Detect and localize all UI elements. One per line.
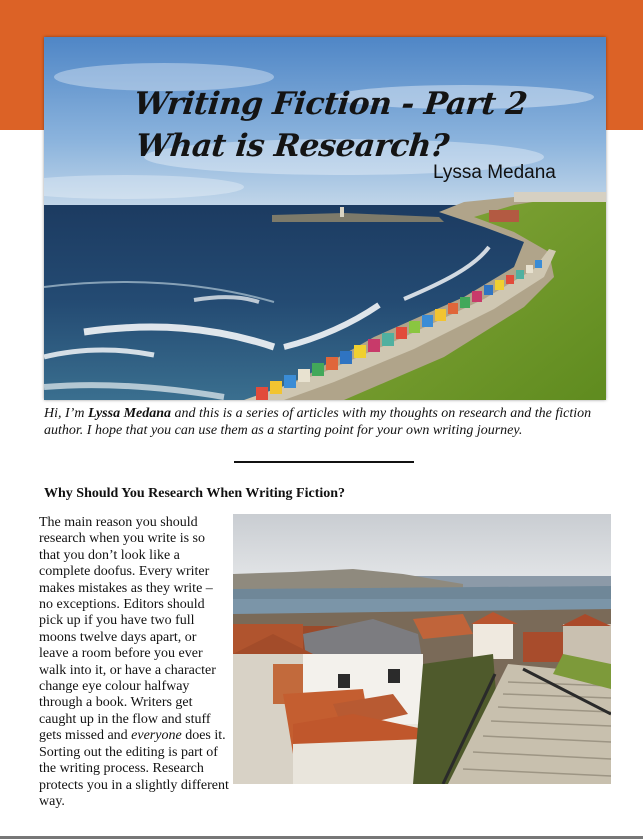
intro-lead: Hi, I’m xyxy=(44,406,88,421)
title-line-1: Writing Fiction - Part 2 xyxy=(132,86,529,122)
author-name: Lyssa Medana xyxy=(433,162,556,183)
body-part-2: does it. Sorting out the editing is part of the writing process. Research protects you in a slightly different way. xyxy=(39,728,229,809)
harbour-town-steps-photo xyxy=(233,514,611,784)
title-line-2: What is Research? xyxy=(133,128,451,164)
section-heading: Why Should You Research When Writing Fiction? xyxy=(44,486,346,501)
body-emphasis: everyone xyxy=(131,728,182,744)
intro-rest: and this is a series of articles with my thoughts on research and the fiction author. I hope that you can use them as a starting point for your own writing journey. xyxy=(44,406,592,438)
page-title xyxy=(128,83,529,167)
section-divider xyxy=(234,461,414,463)
body-part-1: The main reason you should research when you write is so that you don’t look like a complete doofus. Every writer makes mistakes as they write – no exceptions. Editors should pick up if you have two full moons twelve days apart, or leave a room before you ever walk into it, or have a character change eye colour halfway through a book. Writers get caught up in the flow and stuff gets missed and xyxy=(39,515,216,744)
body-paragraph xyxy=(39,515,229,810)
hero-image xyxy=(44,37,606,400)
intro-paragraph xyxy=(44,405,604,439)
town-photo xyxy=(233,514,611,784)
intro-author-name: Lyssa Medana xyxy=(87,406,172,421)
